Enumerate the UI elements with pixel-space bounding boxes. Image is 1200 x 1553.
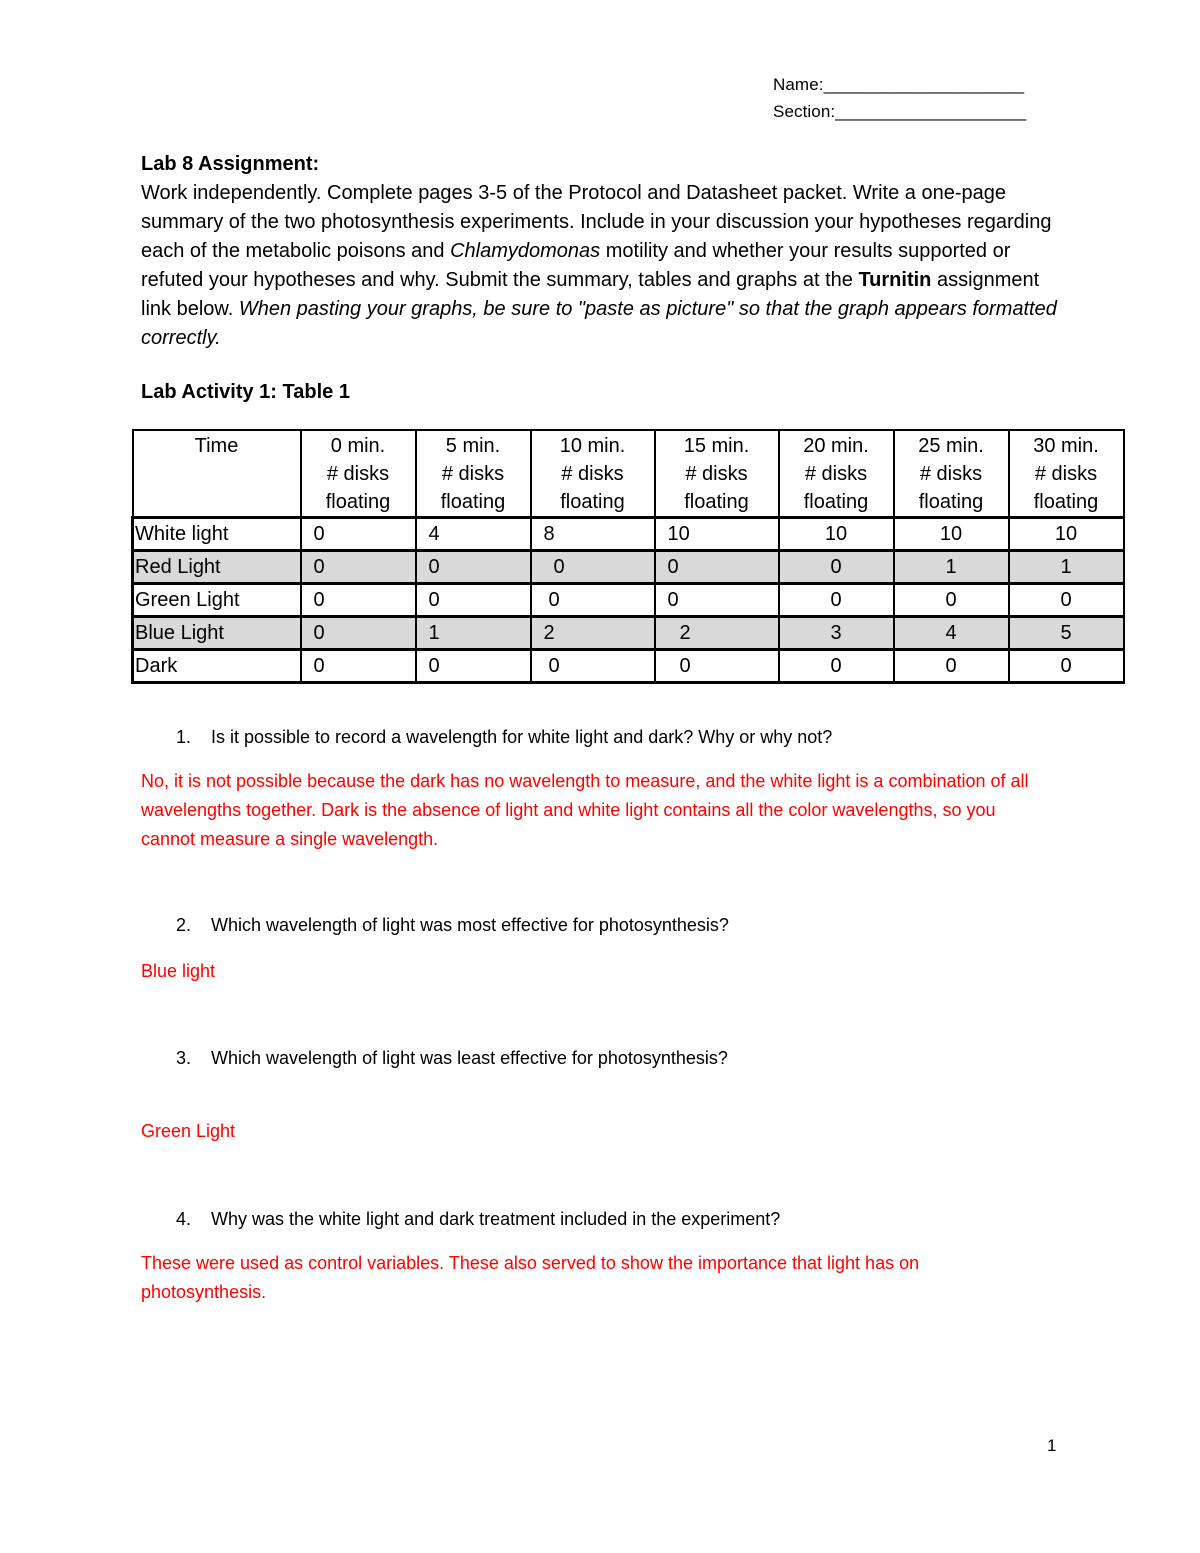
table-cell: 0 [894, 584, 1009, 617]
table-cell: 4 [416, 518, 531, 551]
question-text: Is it possible to record a wavelength for white light and dark? Why or why not? [211, 727, 833, 747]
question-number: 4. [176, 1209, 192, 1229]
table-cell: 1 [416, 617, 531, 650]
column-header-text: 15 min. # disks floating [683, 435, 750, 513]
instructions-text-start: Work independently. Complete pages 3-5 of the Protocol and Datasheet packet. Write a one-page summary of the two photosynthesis experiments. Include in your discussion your hypotheses regarding each of the metabolic poisons and [141, 182, 1052, 262]
column-header-text: 25 min. # disks floating [918, 435, 984, 513]
row-label: Green Light [133, 584, 301, 617]
table-cell: 0 [416, 551, 531, 584]
assignment-section [141, 150, 1061, 353]
table-heading: Lab Activity 1: Table 1 [141, 381, 350, 403]
table-cell: 10 [1009, 518, 1124, 551]
answer-2: Blue light [141, 961, 216, 981]
turnitin-name: Turnitin [858, 269, 932, 291]
table-cell: 0 [301, 551, 416, 584]
table-cell: 0 [416, 584, 531, 617]
table-cell: 0 [894, 650, 1009, 683]
table-cell: 0 [779, 551, 894, 584]
column-header-0-min [301, 430, 416, 518]
table-row-dark [133, 650, 1124, 683]
column-header-text: 5 min. # disks floating [440, 435, 506, 513]
column-header-text: 20 min. # disks floating [803, 435, 869, 513]
column-header-text: 30 min. # disks floating [1033, 435, 1099, 513]
table-cell: 3 [779, 617, 894, 650]
page-number: 1 [1047, 1436, 1057, 1455]
table-cell: 0 [779, 650, 894, 683]
table-cell: 1 [894, 551, 1009, 584]
table-row-red-light [133, 551, 1124, 584]
paste-note: When pasting your graphs, be sure to "paste as picture" so that the graph appears formatted correctly. [141, 298, 1057, 349]
table-cell: 0 [1009, 650, 1124, 683]
table-row-green-light [133, 584, 1124, 617]
instructions-text-mid: motility and whether your results supported or refuted your hypotheses and why. Submit the summary, tables and graphs at the [141, 240, 1011, 291]
table-cell: 10 [779, 518, 894, 551]
table-cell: 0 [301, 518, 416, 551]
table-cell: 0 [531, 584, 655, 617]
table-cell: 2 [531, 617, 655, 650]
table-row-white-light [133, 518, 1124, 551]
column-header-text: 0 min. # disks floating [325, 435, 391, 513]
table-cell: 10 [894, 518, 1009, 551]
question-text: Which wavelength of light was least effective for photosynthesis? [211, 1048, 728, 1068]
row-label: Red Light [133, 551, 301, 584]
table-cell: 0 [779, 584, 894, 617]
table-cell: 4 [894, 617, 1009, 650]
question-1 [176, 727, 832, 748]
table-cell: 0 [655, 650, 779, 683]
question-number: 2. [176, 915, 192, 935]
table-cell: 10 [655, 518, 779, 551]
row-label: Dark [133, 650, 301, 683]
question-text: Why was the white light and dark treatment included in the experiment? [211, 1209, 781, 1229]
row-label: White light [133, 518, 301, 551]
column-header-text: Time [194, 435, 239, 457]
table-cell: 2 [655, 617, 779, 650]
column-header-30-min [1009, 430, 1124, 518]
column-header-time [133, 430, 301, 518]
table-cell: 0 [655, 584, 779, 617]
section-field: Section:____________________ [773, 102, 1027, 121]
organism-name: Chlamydomonas [450, 240, 601, 262]
column-header-text: 10 min. # disks floating [559, 435, 626, 513]
row-label: Blue Light [133, 617, 301, 650]
column-header-10-min [531, 430, 655, 518]
question-4 [176, 1209, 780, 1230]
table-cell: 5 [1009, 617, 1124, 650]
table-cell: 1 [1009, 551, 1124, 584]
results-table [131, 429, 1125, 684]
instructions-text-end: assignment link below. [141, 269, 1040, 320]
question-3 [176, 1048, 728, 1069]
assignment-title: Lab 8 Assignment: [141, 153, 320, 175]
question-number: 1. [176, 727, 192, 747]
table-cell: 0 [531, 551, 655, 584]
table-cell: 8 [531, 518, 655, 551]
table-cell: 0 [655, 551, 779, 584]
column-header-25-min [894, 430, 1009, 518]
question-2 [176, 915, 729, 936]
column-header-15-min [655, 430, 779, 518]
table-cell: 0 [301, 650, 416, 683]
table-cell: 0 [301, 584, 416, 617]
assignment-instructions [141, 179, 1061, 353]
answer-3: Green Light [141, 1121, 236, 1141]
question-text: Which wavelength of light was most effective for photosynthesis? [211, 915, 729, 935]
table-cell: 0 [531, 650, 655, 683]
table-cell: 0 [1009, 584, 1124, 617]
column-header-5-min [416, 430, 531, 518]
table-cell: 0 [301, 617, 416, 650]
table-header-row [133, 430, 1124, 518]
name-field: Name:_____________________ [773, 75, 1025, 94]
table-cell: 0 [416, 650, 531, 683]
question-number: 3. [176, 1048, 192, 1068]
answer-4: These were used as control variables. These also served to show the importance that light has on photosynthesis. [141, 1253, 920, 1302]
answer-1: No, it is not possible because the dark has no wavelength to measure, and the white light is a combination of all wavelengths together. Dark is the absence of light and white light contains all the color wavelengths, so you cannot measure a single wavelength. [141, 771, 1029, 849]
column-header-20-min [779, 430, 894, 518]
table-row-blue-light [133, 617, 1124, 650]
